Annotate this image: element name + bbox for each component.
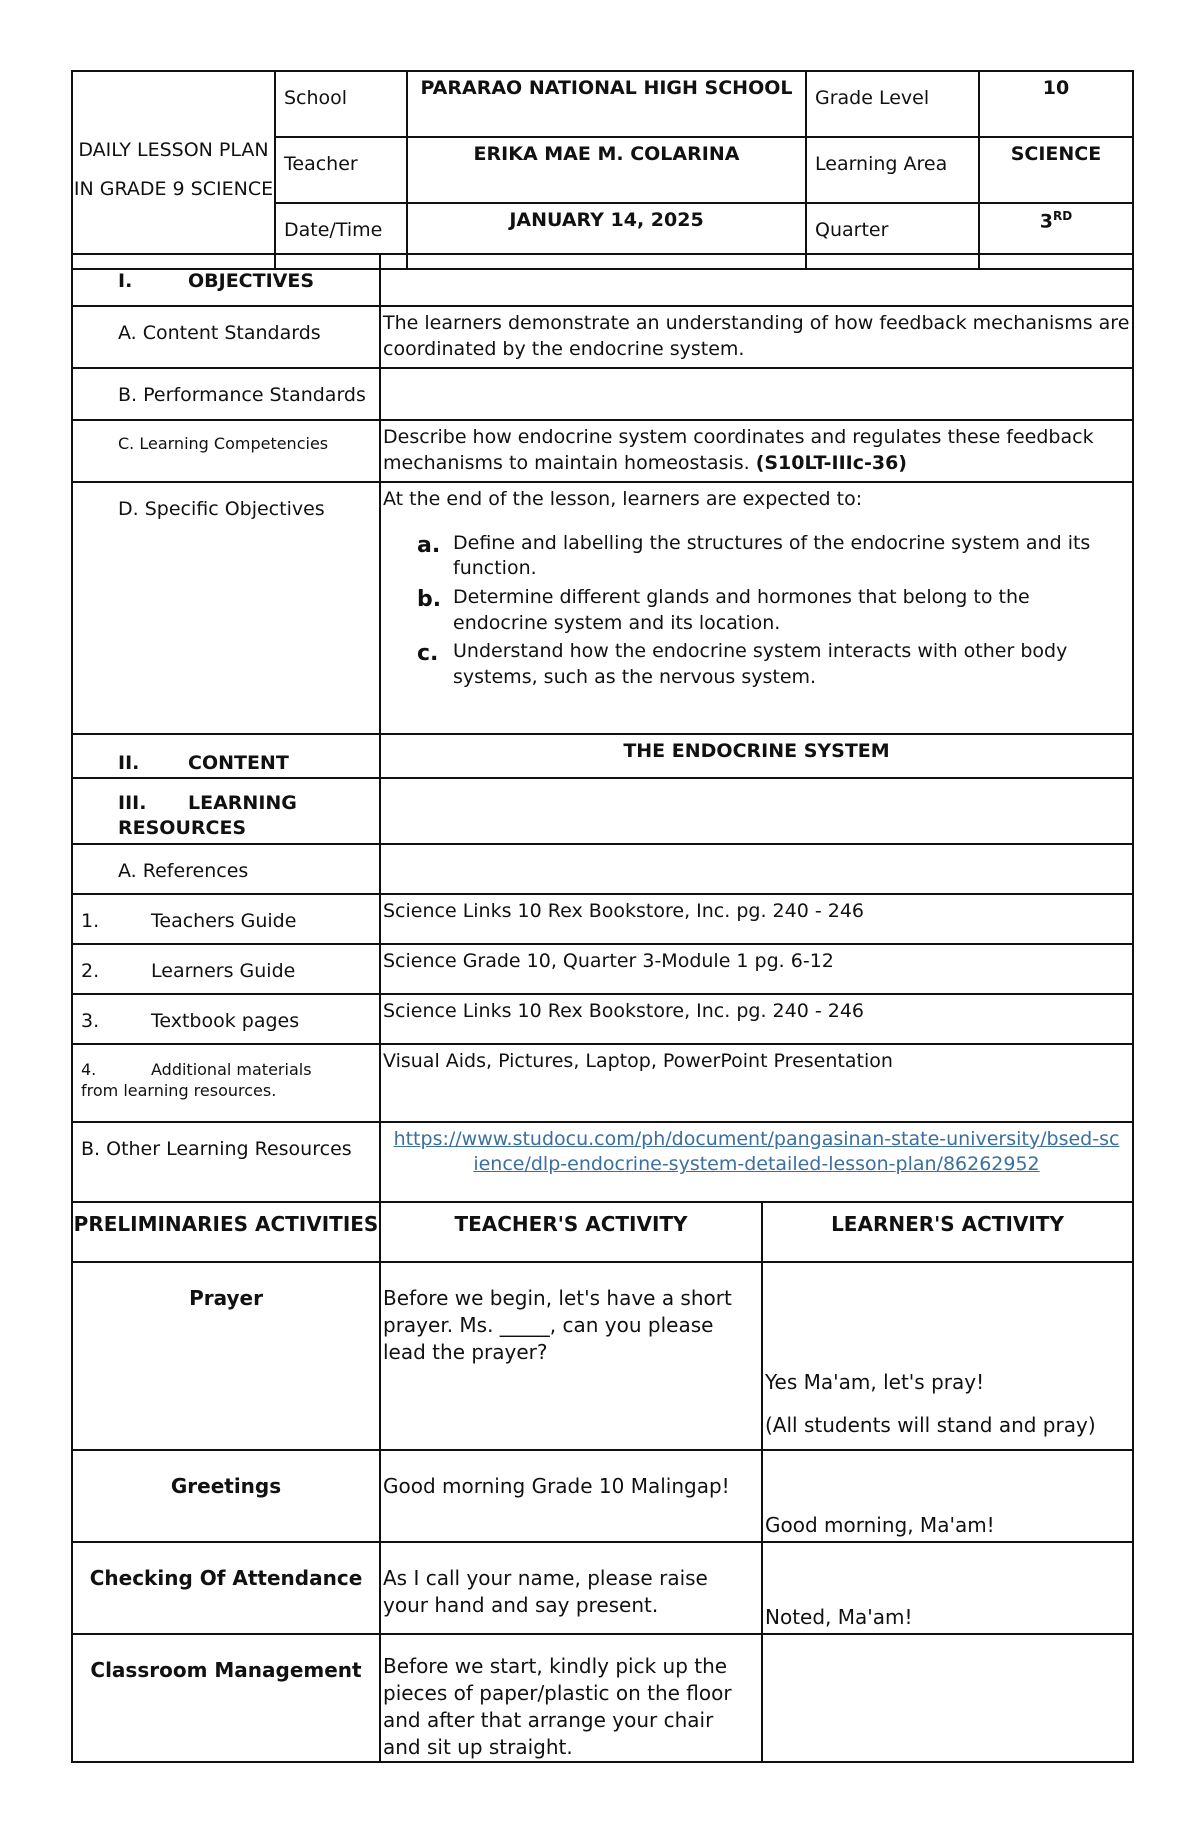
list-item: c. Understand how the endocrine system interacts with other body systems, such as the nervous system. xyxy=(417,640,1068,688)
column-header-teacher: TEACHER'S ACTIVITY xyxy=(380,1202,762,1262)
teacher-label: Teacher xyxy=(275,137,407,203)
teacher-activity-attendance: As I call your name, please raise your hand and say present. xyxy=(380,1542,762,1634)
learner-activity-prayer: Yes Ma'am, let's pray! (All students will stand and pray) xyxy=(762,1262,1133,1450)
activity-title-prayer: Prayer xyxy=(72,1262,380,1450)
activity-title-classroom-management: Classroom Management xyxy=(72,1634,380,1762)
resource-value-learners-guide: Science Grade 10, Quarter 3-Module 1 pg. 6-12 xyxy=(380,944,1133,994)
list-item: a. Define and labelling the structures of the endocrine system and its function. xyxy=(417,531,1091,580)
objectives-empty-cell xyxy=(380,254,1133,306)
objectives-heading: I. OBJECTIVES xyxy=(72,254,380,306)
school-value: PARARAO NATIONAL HIGH SCHOOL xyxy=(407,71,806,137)
resource-label-learners-guide: 2. Learners Guide xyxy=(72,944,380,994)
plan-title: DAILY LESSON PLAN IN GRADE 9 SCIENCE xyxy=(72,71,275,269)
learning-competencies-value: Describe how endocrine system coordinates and regulates these feedback mechanisms to maintain homeostasis. xyxy=(383,426,1094,474)
resource-value-textbook-pages: Science Links 10 Rex Bookstore, Inc. pg. 240 - 246 xyxy=(380,994,1133,1044)
learning-competencies-code: (S10LT-IIIc-36) xyxy=(755,451,907,474)
learning-competencies-cell xyxy=(380,420,1133,482)
resource-label-additional-materials: 4. Additional materials from learning resources. xyxy=(72,1044,380,1122)
learning-resources-heading: III. LEARNING RESOURCES xyxy=(72,778,380,844)
quarter-label: Quarter xyxy=(806,203,979,269)
resource-label-textbook-pages: 3. Textbook pages xyxy=(72,994,380,1044)
learning-competencies-label: C. Learning Competencies xyxy=(72,420,380,482)
performance-standards-label: B. Performance Standards xyxy=(72,368,380,420)
content-standards-label: A. Content Standards xyxy=(72,306,380,368)
resource-value-additional-materials: Visual Aids, Pictures, Laptop, PowerPoint Presentation xyxy=(380,1044,1133,1122)
column-header-preliminaries: PRELIMINARIES ACTIVITIES xyxy=(72,1202,380,1262)
lesson-plan-table xyxy=(71,253,1134,1763)
activity-title-attendance: Checking Of Attendance xyxy=(72,1542,380,1634)
learning-area-label: Learning Area xyxy=(806,137,979,203)
column-header-learner: LEARNER'S ACTIVITY xyxy=(762,1202,1133,1262)
specific-objectives-list xyxy=(383,531,1130,691)
resource-label-teachers-guide: 1. Teachers Guide xyxy=(72,894,380,944)
teacher-activity-prayer: Before we begin, let's have a short prayer. Ms. _____, can you please lead the prayer? xyxy=(380,1262,762,1450)
grade-level-label: Grade Level xyxy=(806,71,979,137)
specific-objectives-label: D. Specific Objectives xyxy=(72,482,380,734)
content-standards-value: The learners demonstrate an understanding of how feedback mechanisms are coordinated by the endocrine system. xyxy=(380,306,1133,368)
references-label: A. References xyxy=(72,844,380,894)
date-value: JANUARY 14, 2025 xyxy=(407,203,806,269)
content-heading: II. CONTENT xyxy=(72,734,380,778)
school-label: School xyxy=(275,71,407,137)
date-label: Date/Time xyxy=(275,203,407,269)
list-item: b. Determine different glands and hormones that belong to the endocrine system and its location. xyxy=(417,585,1030,634)
other-resources-cell xyxy=(380,1122,1133,1202)
references-empty-cell xyxy=(380,844,1133,894)
other-resources-label: B. Other Learning Resources xyxy=(72,1122,380,1202)
other-resources-link[interactable]: https://www.studocu.com/ph/document/pangasinan-state-university/bsed-science/dlp-endocrine-system-detailed-lesson-plan/86262952 xyxy=(393,1127,1120,1176)
quarter-number: 3 xyxy=(1039,210,1054,233)
teacher-activity-classroom-management: Before we start, kindly pick up the pieces of paper/plastic on the floor and after that arrange your chair and sit up straight. xyxy=(380,1634,762,1762)
learning-area-value: SCIENCE xyxy=(979,137,1133,203)
specific-objectives-cell xyxy=(380,482,1133,734)
teacher-activity-greetings: Good morning Grade 10 Malingap! xyxy=(380,1450,762,1542)
learner-activity-attendance: Noted, Ma'am! xyxy=(762,1542,1133,1634)
resource-value-teachers-guide: Science Links 10 Rex Bookstore, Inc. pg. 240 - 246 xyxy=(380,894,1133,944)
content-value: THE ENDOCRINE SYSTEM xyxy=(380,734,1133,778)
performance-standards-value xyxy=(380,368,1133,420)
quarter-suffix: RD xyxy=(1053,209,1073,223)
grade-level-value: 10 xyxy=(979,71,1133,137)
specific-objectives-intro: At the end of the lesson, learners are expected to: xyxy=(383,488,863,510)
activity-title-greetings: Greetings xyxy=(72,1450,380,1542)
header-table xyxy=(71,70,1134,270)
learning-resources-empty-cell xyxy=(380,778,1133,844)
learner-activity-greetings: Good morning, Ma'am! xyxy=(762,1450,1133,1542)
teacher-value: ERIKA MAE M. COLARINA xyxy=(407,137,806,203)
learner-activity-classroom-management xyxy=(762,1634,1133,1762)
